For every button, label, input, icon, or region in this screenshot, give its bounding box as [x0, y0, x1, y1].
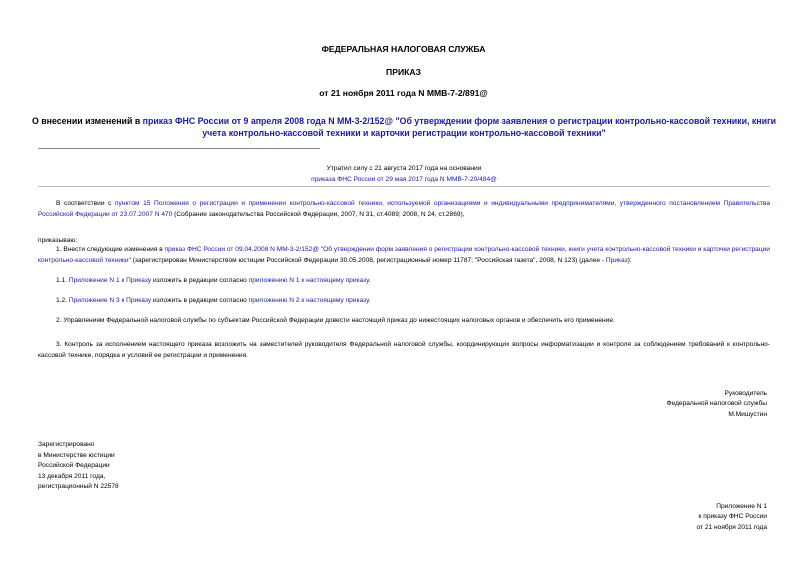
- item-1-1-end: .: [368, 277, 371, 284]
- item-1-1-middle: изложить в редакции согласно: [151, 277, 249, 284]
- agency-name: ФЕДЕРАЛЬНАЯ НАЛОГОВАЯ СЛУЖБА: [321, 44, 486, 54]
- lost-force-text: Утратил силу с 21 августа 2017 года на основании: [326, 165, 482, 172]
- registration-line-3: Российской Федерации: [38, 462, 110, 470]
- signature-name: М.Мишустин: [728, 410, 767, 418]
- item-3-paragraph: 3. Контроль за исполнением настоящего приказа возложить на заместителей руководителя Федеральной налоговой службы, координирующих вопросы информатизации и контроля за соблюдением требований к контрольно-кассовой технике, порядка и условий ее регистрации и применения.: [38, 341, 770, 359]
- registration-block: [38, 440, 119, 493]
- title-divider: [38, 148, 320, 149]
- order-152-link[interactable]: приказ ФНС России от 09.04.2008 N ММ-3-2/152@ "Об утверждении форм заявления о регистрации контрольно-кассовой техники, книги учета контрольно-кассовой техники и карточки регистрации контрольно-кассовой техники": [38, 246, 770, 264]
- item-1-middle: (зарегистрирован Министерством юстиции Российской Федерации 30.05.2008, регистрационный номер 11787; "Российская газета", 2008, N 123) (далее -: [130, 256, 606, 264]
- preamble-paragraph: [38, 199, 770, 220]
- item-1-1-number: 1.1.: [56, 277, 69, 284]
- order-word: приказываю:: [38, 237, 78, 244]
- lost-force-link[interactable]: приказа ФНС России от 29 мая 2017 года N ММВ-7-20/484@: [311, 176, 497, 183]
- order-short-link[interactable]: Приказ: [605, 256, 628, 264]
- appendix-3-order-link[interactable]: Приложение N 3 к Приказу: [68, 297, 152, 304]
- appendix-line-1: Приложение N 1: [716, 503, 767, 510]
- item-1-prefix: 1. Внести следующие изменения в: [56, 246, 165, 253]
- registration-line-1: Зарегистрировано: [38, 441, 95, 448]
- item-1-2-end: .: [368, 297, 371, 304]
- preamble-suffix: (Собрание законодательства Российской Федерации, 2007, N 31, ст.4089; 2008, N 24, ст.2869),: [172, 210, 465, 218]
- notice-divider: [38, 186, 770, 187]
- item-1-2-number: 1.2.: [56, 297, 69, 304]
- preamble-prefix: В соответствии с: [56, 200, 115, 207]
- appendix-header: [697, 502, 768, 533]
- item-1-suffix: ):: [627, 256, 632, 264]
- order-date-number: от 21 ноября 2011 года N ММВ-7-2/891@: [319, 88, 488, 98]
- document-title: [30, 115, 778, 139]
- registration-line-2: в Министерстве юстиции: [38, 451, 115, 459]
- registration-line-5: регистрационный N 22578: [38, 483, 119, 491]
- document-type: ПРИКАЗ: [386, 67, 421, 77]
- appendix-line-3: от 21 ноября 2011 года: [696, 523, 767, 531]
- signature-block: [667, 389, 767, 420]
- item-1-2-paragraph: [38, 296, 770, 307]
- appendix-1-this-order-link[interactable]: приложению N 1 к настоящему приказу: [248, 277, 369, 284]
- item-1-2-middle: изложить в редакции согласно: [151, 297, 249, 304]
- registration-line-4: 13 декабря 2011 года,: [38, 472, 106, 480]
- signature-agency: Федеральной налоговой службы: [666, 400, 767, 408]
- appendix-2-this-order-link[interactable]: приложению N 2 к настоящему приказу: [248, 297, 369, 304]
- regulation-link[interactable]: пунктом 15 Положения о регистрации и применении контрольно-кассовой техники, используемой организациями и индивидуальными предпринимателями, утвержденного постановлением Правительства Российской Федерации от 23.07.2007 N 470: [38, 200, 770, 218]
- amended-order-link[interactable]: приказ ФНС России от 9 апреля 2008 года N ММ-3-2/152@ "Об утверждении форм заявления о регистрации контрольно-кассовой техники, книги учета контрольно-кассовой техники и карточки регистрации контрольно-кассовой техники": [142, 116, 777, 138]
- signature-title: Руководитель: [724, 390, 767, 397]
- lost-force-notice: [200, 163, 608, 185]
- title-prefix: О внесении изменений в: [31, 116, 143, 126]
- appendix-1-order-link[interactable]: Приложение N 1 к Приказу: [68, 277, 152, 284]
- appendix-line-2: к приказу ФНС России: [698, 513, 767, 521]
- item-1-paragraph: [38, 245, 770, 266]
- item-2-paragraph: 2. Управлениям Федеральной налоговой службы по субъектам Российской Федерации довести настоящий приказ до нижестоящих налоговых органов и обеспечить его применение.: [56, 317, 615, 324]
- item-1-1-paragraph: [38, 276, 770, 287]
